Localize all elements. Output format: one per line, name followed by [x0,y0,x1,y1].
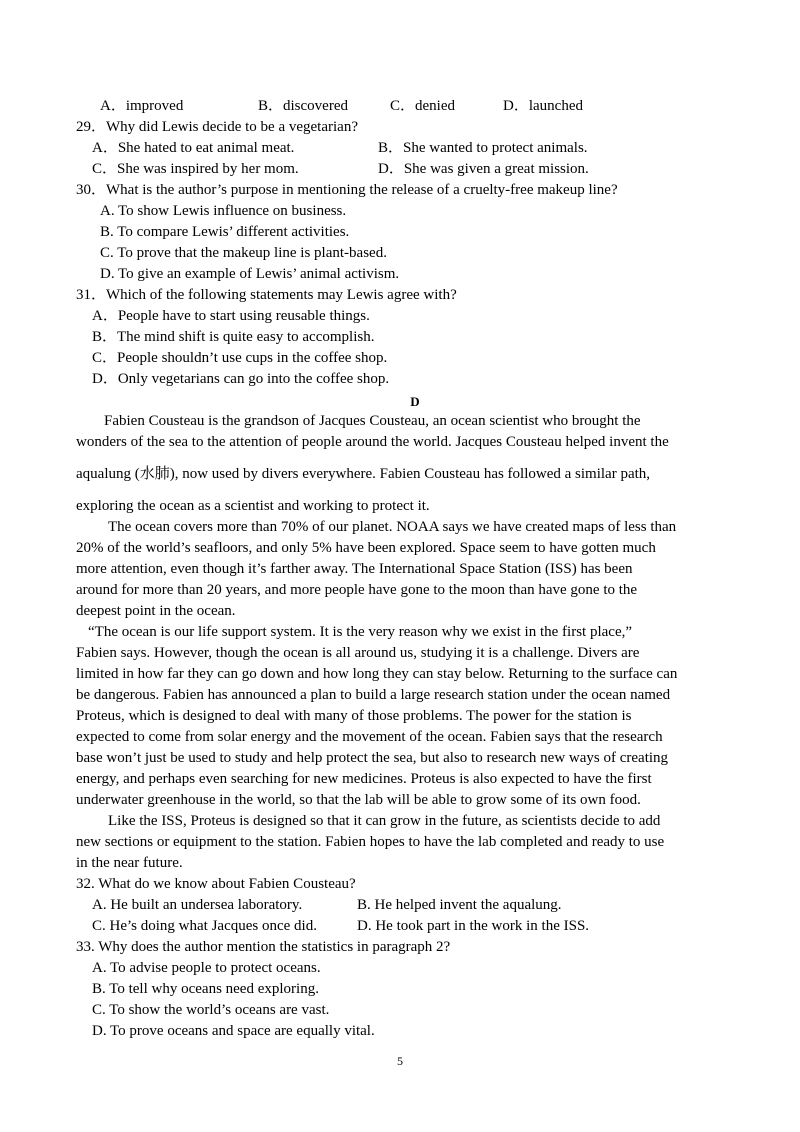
q32-option-c: C. He’s doing what Jacques once did. [92,918,317,934]
passage-line: Like the ISS, Proteus is designed so that it can grow in the future, as scientists decide to add [108,813,661,829]
q31-option-d: D．Only vegetarians can go into the coffee shop. [92,371,390,387]
q32-option-b: B. He helped invent the aqualung. [357,897,562,913]
q31-option-c: C．People shouldn’t use cups in the coffee shop. [92,350,388,366]
q28-option-a: A．improved [100,98,184,114]
q29-option-d: D．She was given a great mission. [378,161,589,177]
q33-stem: 33. Why does the author mention the statistics in paragraph 2? [76,939,451,955]
q32-option-d: D. He took part in the work in the ISS. [357,918,590,934]
passage-line: in the near future. [76,855,183,871]
section-heading: D [410,394,420,409]
q29-stem: 29．Why did Lewis decide to be a vegetarian? [76,119,358,135]
passage-line: The ocean covers more than 70% of our planet. NOAA says we have created maps of less than [108,519,677,535]
q30-option-b: B. To compare Lewis’ different activities. [100,224,350,240]
q28-option-d: D．launched [503,98,583,114]
q29-option-b: B．She wanted to protect animals. [378,140,588,156]
q28-option-c: C．denied [390,98,455,114]
passage-line: aqualung (水肺), now used by divers everywhere. Fabien Cousteau has followed a similar path, [76,466,651,482]
q29-option-c: C．She was inspired by her mom. [92,161,299,177]
passage-line: wonders of the sea to the attention of people around the world. Jacques Cousteau helped invent the [76,434,669,450]
passage-line: deepest point in the ocean. [76,603,236,619]
passage-line: Fabien Cousteau is the grandson of Jacques Cousteau, an ocean scientist who brought the [104,413,641,429]
q30-option-a: A. To show Lewis influence on business. [100,203,347,219]
q31-option-b: B．The mind shift is quite easy to accomplish. [92,329,375,345]
q28-option-b: B．discovered [258,98,348,114]
passage-line: be dangerous. Fabien has announced a plan to build a large research station under the ocean named [76,687,671,703]
q32-option-a: A. He built an undersea laboratory. [92,897,303,913]
passage-line: limited in how far they can go down and how long they can stay below. Returning to the surface can [76,666,678,682]
q33-option-c: C. To show the world’s oceans are vast. [92,1002,330,1018]
q32-stem: 32. What do we know about Fabien Cousteau? [76,876,356,892]
q33-option-d: D. To prove oceans and space are equally vital. [92,1023,375,1039]
q33-option-b: B. To tell why oceans need exploring. [92,981,319,997]
passage-line: expected to come from solar energy and the movement of the ocean. Fabien says that the research [76,729,663,745]
q31-stem: 31．Which of the following statements may Lewis agree with? [76,287,457,303]
passage-line: base won’t just be used to study and help protect the sea, but also to research new ways of creating [76,750,669,766]
passage-line: around for more than 20 years, and more people have gone to the moon than have gone to the [76,582,638,598]
passage-line: underwater greenhouse in the world, so that the lab will be able to grow some of its own food. [76,792,641,808]
q30-option-d: D. To give an example of Lewis’ animal activism. [100,266,400,282]
q29-option-a: A．She hated to eat animal meat. [92,140,295,156]
passage-line: 20% of the world’s seafloors, and only 5% have been explored. Space seem to have gotten much [76,540,656,556]
passage-line: Fabien says. However, though the ocean is all around us, studying it is a challenge. Divers are [76,645,640,661]
q31-option-a: A．People have to start using reusable things. [92,308,370,324]
passage-line: energy, and perhaps even searching for new medicines. Proteus is also expected to have the first [76,771,652,787]
q30-option-c: C. To prove that the makeup line is plant-based. [100,245,387,261]
q30-stem: 30．What is the author’s purpose in mentioning the release of a cruelty-free makeup line? [76,182,618,198]
passage-line: more attention, even though it’s farther away. The International Space Station (ISS) has been [76,561,633,577]
passage-line: “The ocean is our life support system. It is the very reason why we exist in the first place,” [88,624,633,640]
passage-line: exploring the ocean as a scientist and working to protect it. [76,498,430,514]
passage-line: new sections or equipment to the station. Fabien hopes to have the lab completed and ready to use [76,834,665,850]
passage-line: Proteus, which is designed to deal with many of those problems. The power for the station is [76,708,632,724]
q33-option-a: A. To advise people to protect oceans. [92,960,321,976]
page-number: 5 [397,1054,403,1068]
